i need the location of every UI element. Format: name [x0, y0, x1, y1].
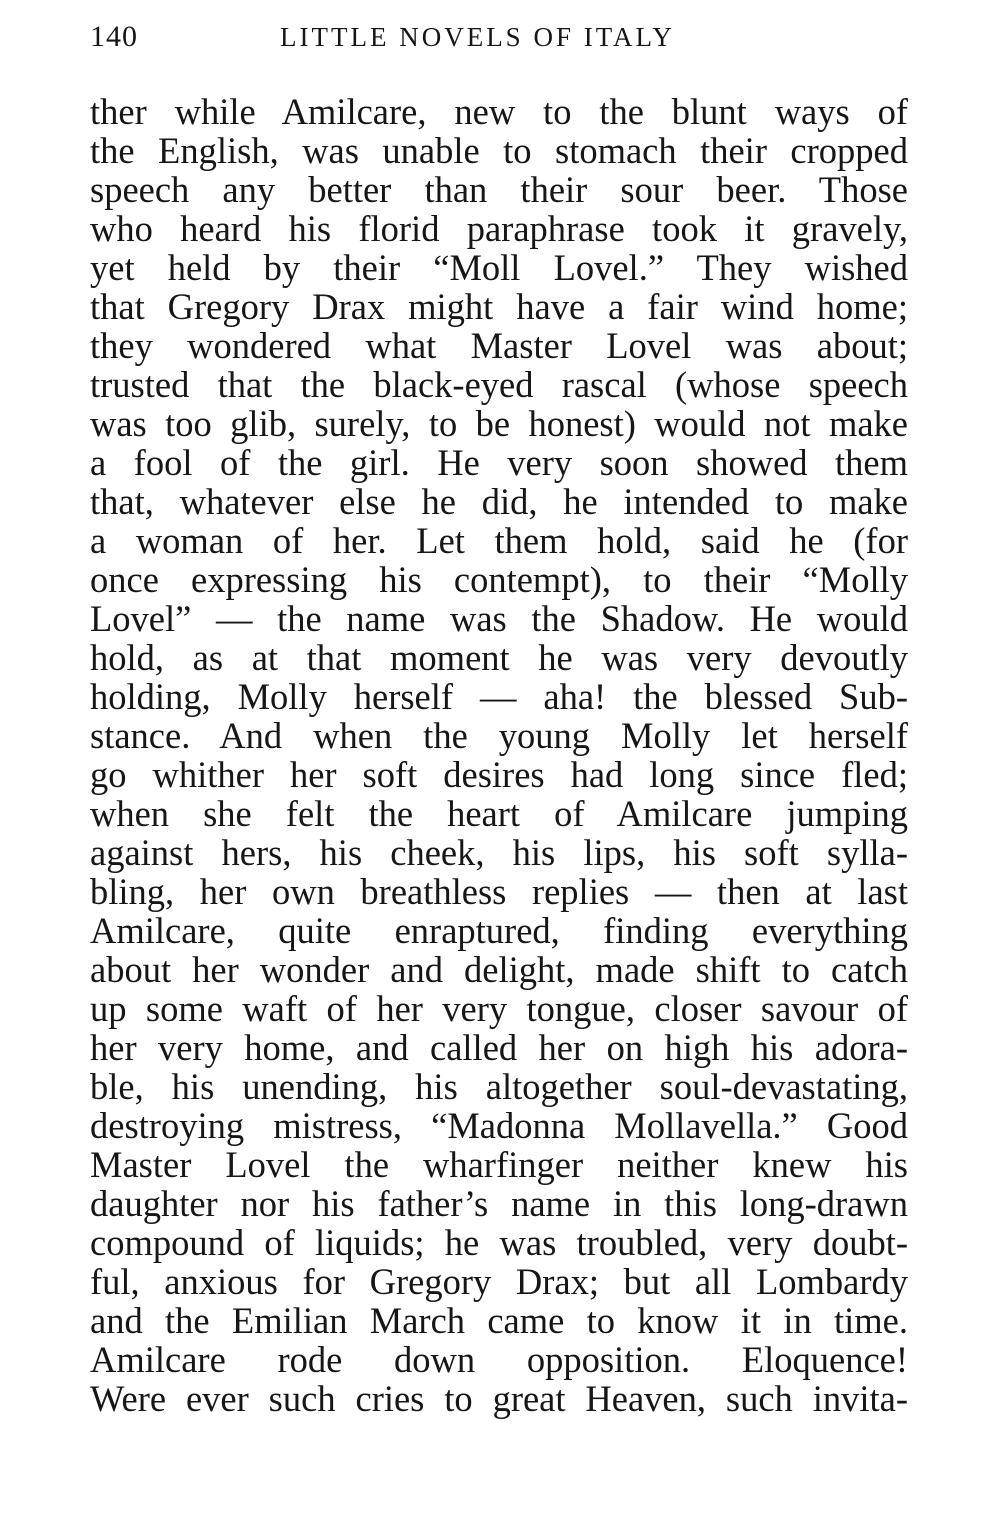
page-number: 140 [90, 20, 138, 53]
text-line: against hers, his cheek, his lips, his soft sylla- [90, 832, 908, 873]
text-line: a woman of her. Let them hold, said he (for [90, 520, 908, 561]
text-line: stance. And when the young Molly let herself [90, 715, 908, 756]
page-header [90, 16, 902, 66]
text-line: hold, as at that moment he was very devoutly [90, 637, 908, 678]
text-line: when she felt the heart of Amilcare jumping [90, 793, 908, 834]
text-line: bling, her own breathless replies — then at last [90, 871, 908, 912]
text-line: ble, his unending, his altogether soul-devastating, [90, 1066, 908, 1107]
text-line: ther while Amilcare, new to the blunt ways of [90, 91, 908, 132]
text-line: Were ever such cries to great Heaven, such invita- [90, 1378, 908, 1419]
text-line: they wondered what Master Lovel was about; [90, 325, 908, 366]
text-line: who heard his florid paraphrase took it gravely, [90, 208, 908, 249]
text-line: go whither her soft desires had long since fled; [90, 754, 908, 795]
text-line: destroying mistress, “Madonna Mollavella.” Good [90, 1105, 908, 1146]
text-line: and the Emilian March came to know it in time. [90, 1300, 908, 1341]
text-line: yet held by their “Moll Lovel.” They wished [90, 247, 908, 288]
text-line: that Gregory Drax might have a fair wind home; [90, 286, 908, 327]
text-line: Master Lovel the wharfinger neither knew his [90, 1144, 908, 1185]
body-text [90, 92, 908, 1418]
text-line: speech any better than their sour beer. Those [90, 169, 908, 210]
text-line: Amilcare rode down opposition. Eloquence! [90, 1339, 908, 1380]
text-line: about her wonder and delight, made shift to catch [90, 949, 908, 990]
text-line: compound of liquids; he was troubled, very doubt- [90, 1222, 908, 1263]
text-line: daughter nor his father’s name in this long-drawn [90, 1183, 908, 1224]
text-line: Lovel” — the name was the Shadow. He would [90, 598, 908, 639]
text-line: once expressing his contempt), to their “Molly [90, 559, 908, 600]
text-line: a fool of the girl. He very soon showed them [90, 442, 908, 483]
text-line: her very home, and called her on high his adora- [90, 1027, 908, 1068]
running-title: LITTLE NOVELS OF ITALY [280, 22, 675, 52]
text-line: holding, Molly herself — aha! the blessed Sub- [90, 676, 908, 717]
text-line: up some waft of her very tongue, closer savour of [90, 988, 908, 1029]
text-line: Amilcare, quite enraptured, finding everything [90, 910, 908, 951]
text-line: that, whatever else he did, he intended to make [90, 481, 908, 522]
text-line: was too glib, surely, to be honest) would not make [90, 403, 908, 444]
text-line: ful, anxious for Gregory Drax; but all Lombardy [90, 1261, 908, 1302]
text-line: trusted that the black-eyed rascal (whose speech [90, 364, 908, 405]
text-line: the English, was unable to stomach their cropped [90, 130, 908, 171]
